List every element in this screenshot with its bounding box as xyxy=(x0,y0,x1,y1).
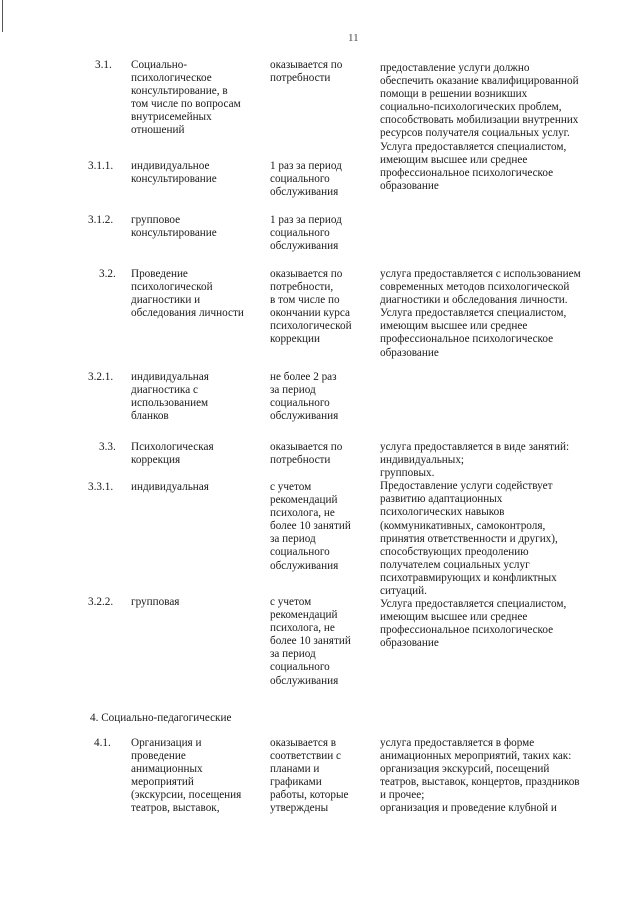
service-name: Организация и проведение анимационных мероприятий (экскурсии, посещения театров, выставок, xyxy=(131,737,242,815)
service-name: индивидуальная диагностика с использованием бланков xyxy=(131,371,209,423)
service-periodicity: оказывается в соответствии с планами и графиками работы, которые утверждены xyxy=(270,737,349,815)
service-description: предоставление услуги должно обеспечить оказание квалифицированной помощи в решении возникших социально-психологических проблем, способствовать мобилизации внутренних ресурсов получателя социальных услуг. Услуга предоставляется специалистом, имеющим высшее или среднее профессиональное психологическое образование xyxy=(380,62,579,192)
row-number: 4.1. xyxy=(94,737,111,749)
row-number: 3.2.1. xyxy=(88,371,114,383)
row-number: 3.1.1. xyxy=(88,160,114,172)
row-number: 3.3.1. xyxy=(88,481,114,493)
page-edge-mark xyxy=(2,0,3,32)
service-name: индивидуальное консультирование xyxy=(131,160,217,186)
service-name: индивидуальная xyxy=(131,481,209,493)
row-number: 3.2.2. xyxy=(88,596,114,608)
service-periodicity: оказывается по потребности, в том числе по окончании курса психологической коррекции xyxy=(270,268,352,346)
service-periodicity: оказывается по потребности xyxy=(270,441,343,467)
service-description: услуга предоставляется в форме анимационных мероприятий, таких как: организация экскурсий, посещений театров, выставок, концертов, праздников и прочее; организация и проведение клубной и xyxy=(380,737,580,815)
row-number: 3.2. xyxy=(99,268,116,280)
row-number: 3.1. xyxy=(95,59,112,71)
service-periodicity: 1 раз за период социального обслуживания xyxy=(270,160,342,199)
service-periodicity: не более 2 раз за период социального обслуживания xyxy=(270,371,339,423)
service-periodicity: с учетом рекомендаций психолога, не более 10 занятий за период социального обслуживания xyxy=(270,481,351,572)
service-name: Психологическая коррекция xyxy=(131,441,214,467)
service-periodicity: 1 раз за период социального обслуживания xyxy=(270,214,342,253)
service-name: Социально- психологическое консультирование, в том числе по вопросам внутрисемейных отношений xyxy=(131,59,241,137)
service-name: групповое консультирование xyxy=(131,214,217,240)
service-periodicity: с учетом рекомендаций психолога, не более 10 занятий за период социального обслуживания xyxy=(270,596,351,687)
row-number: 3.1.2. xyxy=(88,214,114,226)
section-heading: 4. Социально-педагогические xyxy=(90,712,232,724)
service-description: услуга предоставляется с использованием современных методов психологической диагностики и обследования личности. Услуга предоставляется специалистом, имеющим высшее или среднее профессиональное психологическое образование xyxy=(380,268,581,359)
page-number: 11 xyxy=(348,32,359,44)
service-name: Проведение психологической диагностики и обследования личности xyxy=(131,268,244,320)
row-number: 3.3. xyxy=(99,441,116,453)
service-description: услуга предоставляется в виде занятий: индивидуальных; групповых. Предоставление услуги содействует развитию адаптационных психологических навыков (коммуникативных, самоконтроля, принятия ответственности и других), способствующих преодолению получателем социальных услуг психотравмирующих и конфликтных ситуаций. Услуга предоставляется специалистом, имеющим высшее или среднее профессиональное психологическое образование xyxy=(380,441,570,650)
service-periodicity: оказывается по потребности xyxy=(270,59,343,85)
service-name: групповая xyxy=(131,596,180,608)
